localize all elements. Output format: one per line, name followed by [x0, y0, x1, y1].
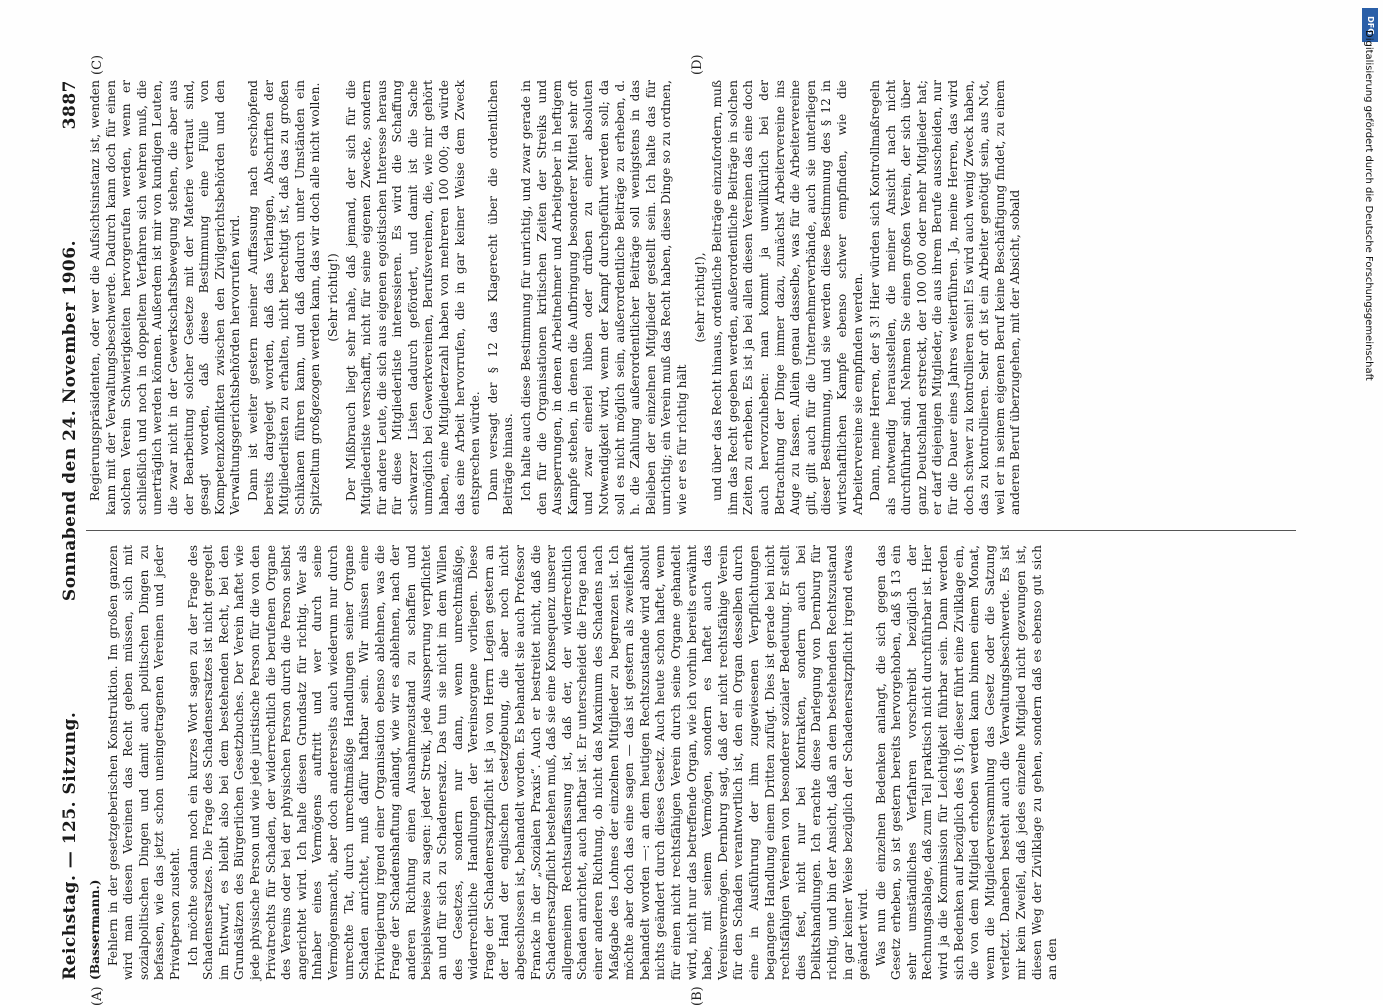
- right-paragraph: Regierungspräsidenten, oder wer die Aufsichtsinstanz ist, wenden kann mit der Verwaltungsbeschwerde. Dadurch kann doch für einen solchen Verein Schwierigkeiten hervorgerufen werden, wenn er schließlich und noch in doppeltem Verfahren sich wehren muß, die unerträglich werden können. Außerdem ist mir von kundigen Leuten, die zwar nicht in der Gewerkschaftsbewegung stehen, die aber aus der Bearbeitung solcher Gesetze mit der Materie vertraut sind, gesagt worden, daß diese Bestimmung eine Fülle von Kompetenzkonflikten zwischen den Zivilgerichtsbehörden und den Verwaltungsgerichtsbehörden hervorrufen wird.: [88, 80, 243, 515]
- right-interjection: (sehr richtig!),: [692, 252, 707, 343]
- rotated-page-content: [50, 54, 1305, 1006]
- right-paragraph: und über das Recht hinaus, ordentliche Beiträge einzufordern, muß ihm das Recht gegeben werden, außerordentliche Beiträge in solchen Zeiten zu erheben. Es ist ja bei allen diesen Vereinen das eine doch auch hervorzuheben: man kommt ja unwillkürlich bei der Betrachtung der Dinge immer dazu, zunächst Arbeitervereine ins Auge zu fassen. Allein genau dasselbe, was für die Arbeitervereine gilt, gilt auch für die Unternehmerverbände, auch sie unterliegen dieser Bestimmung, und sie werden diese Bestimmung des § 12 in wirtschaftlichen Kampfe ebenso schwer empfinden, wie die Arbeitervereine sie empfinden werden.: [710, 80, 865, 515]
- marker-c: (C): [90, 54, 105, 75]
- right-paragraph: Ich halte auch diese Bestimmung für unrichtig, und zwar gerade in den für die Organisationen kritischen Zeiten der Streiks und Aussperrungen, in denen Arbeitnehmer und Arbeitgeber in heftigem Kampfe stehen, in denen die Aufbringung besonderer Mittel sehr oft und zwar einerlei hüben oder drüben zu einer absoluten Notwendigkeit wird, wenn der Kampf durchgeführt werden soll; da soll es nicht möglich sein, außerordentliche Beiträge zu erheben, d. h. die Zahlung außerordentlicher Beiträge soll wenigstens in das Belieben der einzelnen Mitglieder gestellt sein. Ich halte das für unrichtig; ein Verein muß das Recht haben, diese Dinge so zu ordnen, wie er es für richtig hält: [519, 80, 689, 515]
- left-paragraph: Ich möchte sodann noch ein kurzes Wort sagen zu der Frage des Schadensersatzes. Die Frage des Schadensersatzes ist nicht geregelt im Entwurf, es bleibt also bei dem bestehenden Recht, bei den Grundsätzen des Bürgerlichen Gesetzbuches. Der Verein haftet wie jede physische Person und wie jede juristische Person für die von den Privatrechts für Schaden, der widerrechtlich die berufenen Organe des Vereins oder bei der physischen Person durch die Person selbst angerichtet wird. Ich halte diesen Grundsatz für richtig. Wer als Inhaber eines Vermögens auftritt und wer durch seine Vermögensmacht, aber doch andererseits auch wiederum nur durch unrechte Tat, durch unrechtmäßige Handlungen seiner Organe Schaden anrichtet, muß dafür haftbar sein. Wir müssen eine Privilegierung irgend einer Organisation ebenso ablehnen, was die Frage der Schadenshaftung anlangt, wie wir es ablehnen, nach der anderen Richtung einen Ausnahmezustand zu schaffen und beispielsweise zu sagen: jeder Streik, jede Aussperrung verpflichtet an und für sich zu Schadenersatz. Das tun sie nicht im dem Willen des Gesetzes, sondern nur dann, wenn unrechtmäßige, widerrechtliche Handlungen der Vereinsorgane vorliegen. Diese Frage der Schadenersatzpflicht ist ja von Herrn Legien gestern an der Hand der englischen Gesetzgebung, die aber noch nicht abgeschlossen ist, behandelt worden. Es behandelt sie auch Professor Francke in der „Sozialen Praxis“. Auch er bestreitet nicht, daß die Schadenersatzpflicht bestehen muß, daß sie eine Konsequenz unserer allgemeinen Rechtsauffassung ist, daß der, der widerrechtlich Schaden anrichtet, auch haftbar ist. Er unterscheidet die Frage nach einer anderen Richtung, ob nicht das Maximum des Schadens nach Maßgabe des Lohnes der einzelnen Mitglieder zu begrenzen ist. Ich möchte aber doch das eine sagen — das ist gestern als zweifelhaft behandelt worden —: an dem heutigen Rechtszustande wird absolut nichts geändert durch dieses Gesetz. Auch heute schon haftet, wenn für einen nicht rechtsfähigen Verein durch seine Organe gehandelt wird, nicht nur das betreffende Organ, wie ich vorhin bereits erwähnt habe, mit seinem Vermögen, sondern es haftet auch das Vereinsvermögen. Dernburg sagt, daß der nicht rechtsfähige Verein für den Schaden verantwortlich ist, den ein Organ desselben durch eine in Ausführung der ihm zugewiesenen Verpflichtungen begangene Handlung einem Dritten zufügt. Dies ist gerade bei nicht rechtsfähigen Vereinen von besonderer sozialer Bedeutung. Er stellt dies fest, nicht nur bei Kontrakten, sondern auch bei Deliktshandlungen. Ich erachte diese Darlegung von Dernburg für richtig, und bin der Ansicht, daß an dem bestehenden Rechtszustand in gar keiner Weise bezüglich der Schadenersatzpflicht irgend etwas geändert wird.: [185, 545, 871, 980]
- right-paragraph: Dann, meine Herren, der § 3! Hier würden sich Kontrollmaßregeln als notwendig herausstellen, die meiner Ansicht nach nicht durchführbar sind. Nehmen Sie einen großen Verein, der sich über ganz Deutschland erstreckt, der 100 000 oder mehr Mitglieder hat; er darf diejenigen Mitglieder, die aus ihrem Berufe ausscheiden, nur für die Dauer eines Jahres weiterführen. Ja, meine Herren, das wird doch schwer zu kontrollieren sein! Es wird auch wenig Zweck haben, das zu kontrollieren. Sehr oft ist ein Arbeiter genötigt sein, aus Not, weil er in seinem eigenen Beruf keine Beschäftigung findet, zu einem anderen Beruf überzugehen, mit der Absicht, sobald: [868, 80, 1023, 515]
- left-paragraph: Fehlern in der gesetzgeberischen Konstruktion. Im großen ganzen wird man diesen Vereinen das Recht geben müssen, sich mit sozialpolitischen Dingen und damit auch politischen Dingen zu befassen, wie das jetzt schon uneingetragenen Vereinen und jeder Privatperson zusteht.: [105, 545, 182, 980]
- marker-a: (A): [90, 986, 105, 1006]
- marker-b: (B): [690, 986, 705, 1006]
- marker-d: (D): [690, 54, 705, 75]
- header-left: Reichstag. — 125. Sitzung.: [60, 711, 80, 980]
- left-speaker: (Bassermann.): [88, 879, 102, 980]
- right-paragraph: Der Mißbrauch liegt sehr nahe, daß jemand, der sich für die Mitgliederliste verschafft, nicht für seine eigenen Zwecke, sondern für andere Leute, die sich aus eigenen egoistischen Interesse heraus für diese Mitgliederliste interessieren. Es wird die Schaffung schwarzer Listen dadurch gefördert, und damit ist die Sache unmöglich bei Gewerkvereinen, Berufsvereinen, die, wie mir gehört haben, eine Mitgliederzahl haben von mehreren 100 000; da würde das eine Arbeit hervorrufen, die in gar keiner Weise dem Zweck entsprechen würde.: [343, 80, 483, 515]
- left-paragraph: Was nun die einzelnen Bedenken anlangt, die sich gegen das Gesetz erheben, so ist gestern bereits hervorgehoben, daß § 13 ein sehr umständliches Verfahren vorschreibt bezüglich der Rechnungsablage, daß zum Teil praktisch nicht durchführbar ist. Hier wird ja die Kommission für Leichtigkeit führbar sein. Dann werden sich Bedenken auf bezüglich des § 10; dieser führt eine Zivilklage ein, die von dem Mitglied erhoben werden kann binnen einem Monat, wenn die Mitgliederversammlung das Gesetz oder die Satzung verletzt. Daneben besteht auch die Verwaltungsbeschwerde. Es ist mir kein Zweifel, daß jedes einzelne Mitglied nicht gezwungen ist, diesen Weg der Zivilklage zu gehen, sondern daß es ebenso gut sich an den: [873, 545, 1060, 980]
- dfg-logo: DFG: [1362, 8, 1378, 42]
- page-number: 3887: [60, 80, 80, 130]
- right-paragraph: Dann ist weiter gestern meiner Auffassung nach erschöpfend bereits dargelegt worden, daß das Verlangen, Abschriften der Mitgliederlisten zu erhalten, nicht berechtigt ist, daß das zu großen Schikanen führen kann, und daß dadurch unter Umständen ein Spitzeltum großgezogen werden kann, das wir doch alle nicht wollen.: [245, 80, 323, 515]
- column-divider: [86, 530, 1296, 531]
- right-paragraph: Dann versagt der § 12 das Klagerecht über die ordentlichen Beiträge hinaus.: [485, 80, 516, 515]
- digitization-note-text: Digitalisierung gefördert durch die Deutsche Forschungsgemeinschaft: [1363, 30, 1374, 381]
- right-interjection: (Sehr richtig!): [325, 253, 340, 342]
- digitization-note: [1360, 10, 1380, 660]
- header-date: Sonnabend den 24. November 1906.: [60, 239, 80, 602]
- left-column: [88, 545, 1063, 980]
- page-header: [50, 80, 80, 980]
- right-column: [88, 80, 1026, 515]
